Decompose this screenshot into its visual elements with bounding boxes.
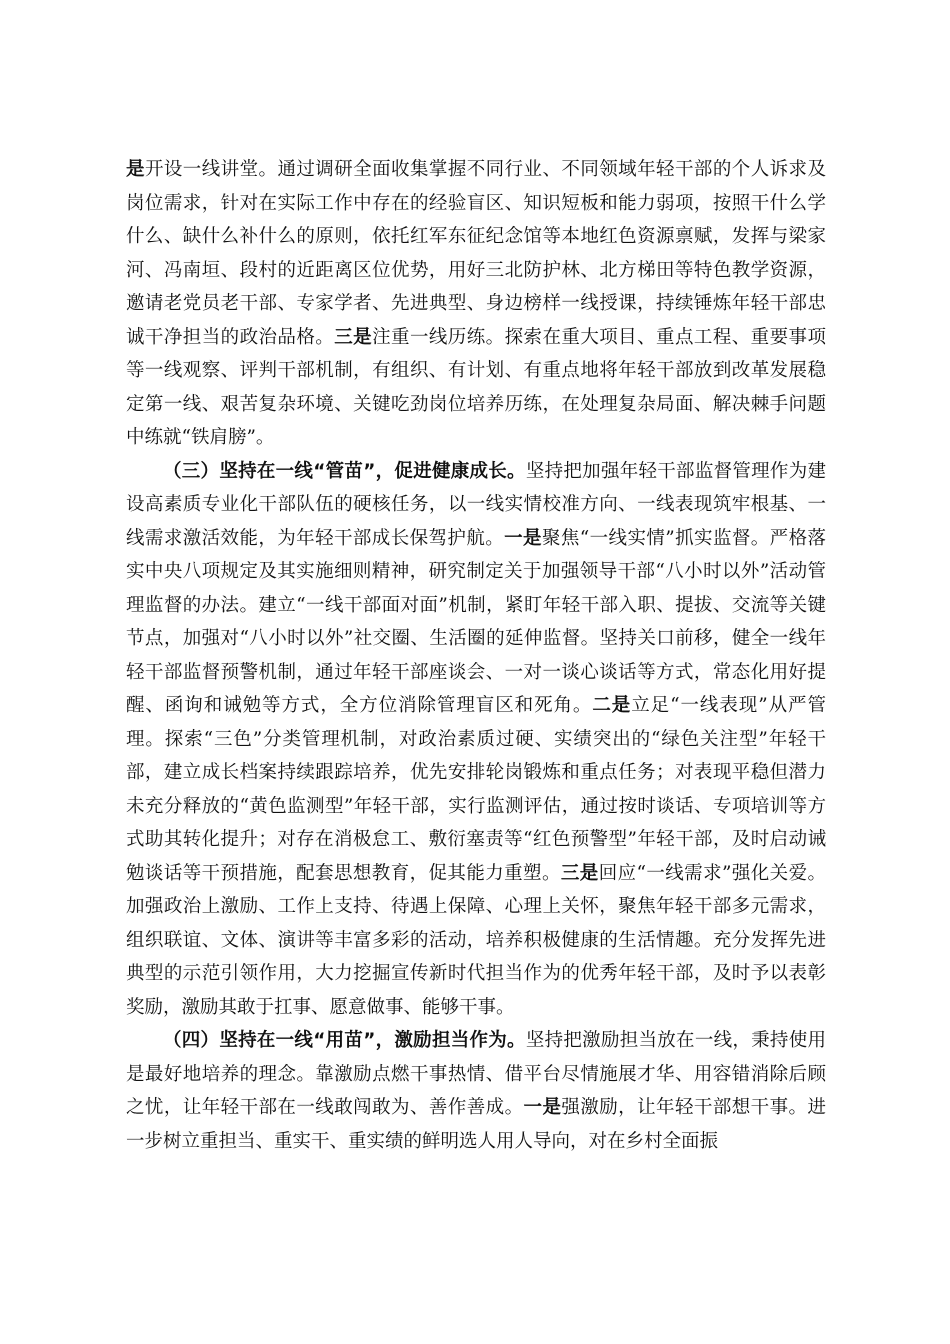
document-body [126,153,826,1158]
bold-marker: 一是 [523,1097,562,1118]
body-text: 立足“一线表现”从严管理。探索“三色”分类管理机制，对政治素质过硬、实绩突出的“绿色关注型”年轻干部，建立成长档案持续跟踪培养，优先安排轮岗锻炼和重点任务；对表现平稳但潜力未充分释放的“黄色监测型”年轻干部，实行监测评估，通过按时谈话、专项培训等方式助其转化提升；对存在消极怠工、敷衍塞责等“红色预警型”年轻干部，及时启动诫勉谈话等干预措施，配套思想教育，促其能力重塑。 [126,695,826,884]
bold-marker: 二是 [592,695,632,716]
bold-marker: 三是 [560,862,599,884]
body-text: 强激励，让年轻干部想干事。进一步树立重担当、重实干、重实绩的鲜明选人用人导向，对在乡村全面振 [126,1097,826,1152]
bold-marker: 一是 [504,527,542,549]
paragraph-2 [126,455,826,1025]
paragraph-3 [126,1024,826,1158]
section-heading: （四）坚持在一线“用苗”，激励担当作为。 [163,1030,526,1051]
body-text: 注重一线历练。探索在重大项目、重点工程、重要事项等一线观察、评判干部机制，有组织、有计划、有重点地将年轻干部放到改革发展稳定第一线、艰苦复杂环境、关键吃劲岗位培养历练，在处理复杂局面、解决棘手问题中练就“铁肩膀”。 [126,326,826,448]
body-text: 聚焦“一线实情”抓实监督。严格落实中央八项规定及其实施细则精神，研究制定关于加强领导干部“八小时以外”活动管理监督的办法。建立“一线干部面对面”机制，紧盯年轻干部入职、提拔、交流等关键节点，加强对“八小时以外”社交圈、生活圈的延伸监督。坚持关口前移，健全一线年轻干部监督预警机制，通过年轻干部座谈会、一对一谈心谈话等方式，常态化用好提醒、函询和诫勉等方式，全方位消除管理盲区和死角。 [126,527,826,716]
section-heading: （三）坚持在一线“管苗”，促进健康成长。 [163,460,526,482]
body-text: 回应“一线需求”强化关爱。加强政治上激励、工作上支持、待遇上保障、心理上关怀，聚焦年轻干部多元需求，组织联谊、文体、演讲等丰富多彩的活动，培养积极健康的生活情趣。充分发挥先进典型的示范引领作用，大力挖掘宣传新时代担当作为的优秀年轻干部，及时予以表彰奖励，激励其敢于扛事、愿意做事、能够干事。 [126,862,826,1018]
body-text: 坚持把加强年轻干部监督管理作为建设高素质专业化干部队伍的硬核任务，以一线实情校准方向、一线表现筑牢根基、一线需求激活效能，为年轻干部成长保驾护航。 [126,460,826,549]
body-text: 开设一线讲堂。通过调研全面收集掌握不同行业、不同领域年轻干部的个人诉求及岗位需求，针对在实际工作中存在的经验盲区、知识短板和能力弱项，按照干什么学什么、缺什么补什么的原则，依托红军东征纪念馆等本地红色资源禀赋，发挥与梁家河、冯南垣、段村的近距离区位优势，用好三北防护林、北方梯田等特色教学资源，邀请老党员老干部、专家学者、先进典型、身边榜样一线授课，持续锤炼年轻干部忠诚干净担当的政治品格。 [126,159,826,348]
body-text: 坚持把激励担当放在一线，秉持使用是最好地培养的理念。靠激励点燃干事热情、借平台尽情施展才华、用容错消除后顾之忧，让年轻干部在一线敢闯敢为、善作善成。 [126,1030,826,1118]
bold-marker: 是 [126,159,145,180]
paragraph-1 [126,153,826,455]
bold-marker: 三是 [334,326,373,348]
